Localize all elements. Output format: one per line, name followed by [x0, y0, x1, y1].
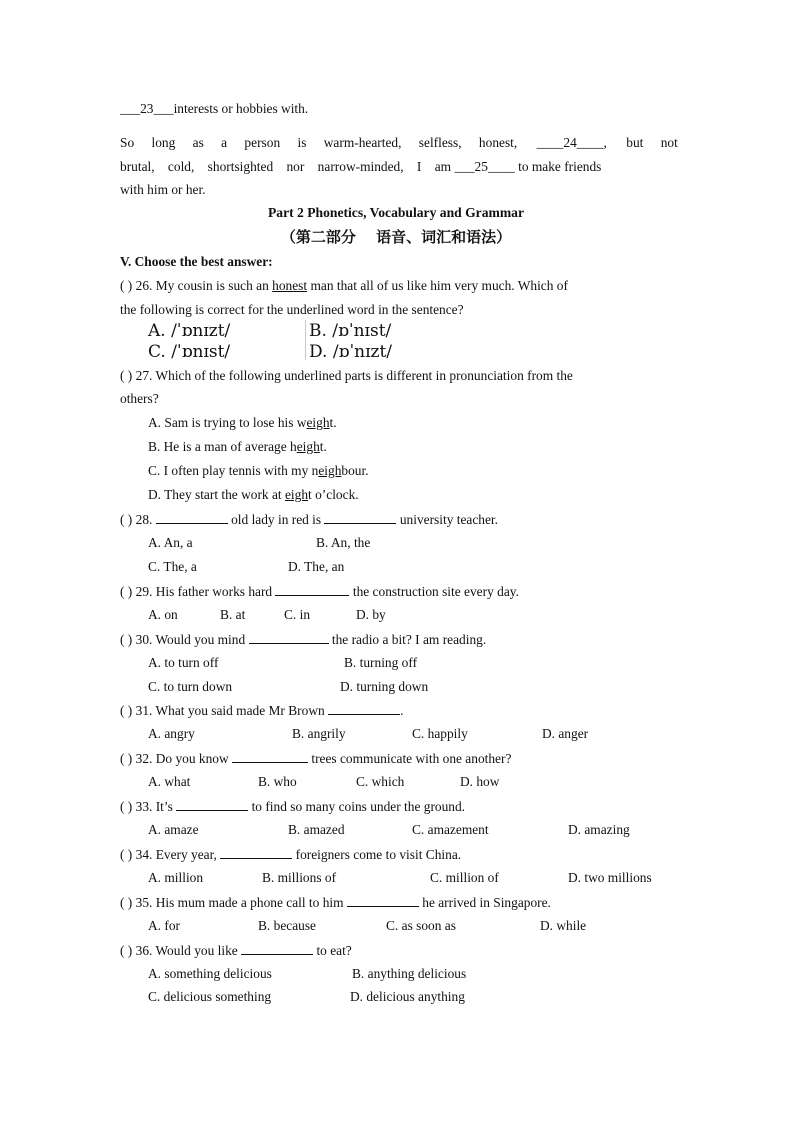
q30-option-c: C. to turn down [148, 679, 233, 694]
question-27-line-2: others? [120, 391, 159, 406]
passage-line-1: ___23___interests or hobbies with. [120, 101, 309, 116]
passage-line-4: with him or her. [120, 182, 206, 197]
q27-option-a [148, 414, 337, 432]
option-text: C. I often play tennis with my n [148, 463, 319, 478]
q32-option-b: B. who [258, 774, 297, 789]
question-28 [120, 510, 672, 529]
answer-blank[interactable] [275, 582, 349, 596]
question-27 [120, 367, 672, 385]
option-text: bour. [341, 463, 369, 478]
answer-blank[interactable] [249, 630, 329, 644]
q26-option-a: A. /ˈɒnɪzt/ [148, 321, 231, 341]
table-divider [305, 320, 306, 360]
underlined-part: eigh [296, 439, 320, 454]
answer-blank[interactable] [156, 510, 228, 524]
question-36 [120, 941, 672, 960]
q33-option-b: B. amazed [288, 822, 345, 837]
question-29-stem: 29. His father works hard [135, 584, 273, 599]
answer-paren: ( ) [120, 512, 133, 527]
q34-option-a: A. million [148, 870, 204, 885]
blank-25: ___25____ [454, 159, 515, 174]
underlined-word: honest [272, 278, 308, 293]
answer-blank[interactable] [220, 845, 292, 859]
q30-option-d: D. turning down [340, 679, 429, 694]
q29-option-c: C. in [284, 607, 311, 622]
q35-option-a: A. for [148, 918, 180, 933]
question-30 [120, 630, 672, 649]
underlined-part: eigh [318, 463, 342, 478]
q33-option-c: C. amazement [412, 822, 489, 837]
q35-option-d: D. while [540, 918, 587, 933]
answer-paren: ( ) [120, 895, 133, 910]
answer-blank[interactable] [176, 797, 248, 811]
q33-option-d: D. amazing [568, 822, 630, 837]
q27-option-c [148, 462, 369, 480]
question-26 [120, 277, 672, 295]
question-35 [120, 893, 672, 912]
q26-option-d: D. /ɒˈnɪzt/ [309, 342, 393, 362]
passage-line-2-text: So long as a person is warm-hearted, selfless, honest, [120, 135, 518, 150]
q34-option-b: B. millions of [262, 870, 337, 885]
answer-paren: ( ) [120, 368, 133, 383]
option-text: t. [329, 415, 337, 430]
answer-blank[interactable] [232, 749, 308, 763]
option-text: B. He is a man of average h [148, 439, 297, 454]
q31-option-b: B. angrily [292, 726, 346, 741]
question-31 [120, 701, 672, 720]
q36-option-d: D. delicious anything [350, 989, 465, 1004]
answer-paren: ( ) [120, 278, 133, 293]
q36-option-b: B. anything delicious [352, 966, 467, 981]
question-32-stem-end: trees communicate with one another? [311, 751, 512, 766]
underlined-part: eigh [284, 487, 309, 502]
q31-option-c: C. happily [412, 726, 468, 741]
question-32 [120, 749, 672, 768]
question-26-line-2: the following is correct for the underlined word in the sentence? [120, 302, 464, 317]
q28-option-c: C. The, a [148, 559, 197, 574]
question-30-stem-end: the radio a bit? I am reading. [331, 632, 487, 647]
q29-option-b: B. at [220, 607, 246, 622]
question-28-stem-mid: old lady in red is [231, 512, 322, 527]
question-33-stem: 33. It’s [135, 799, 173, 814]
question-35-stem-end: he arrived in Singapore. [422, 895, 551, 910]
question-36-stem: 36. Would you like [135, 943, 238, 958]
q33-option-a: A. amaze [148, 822, 199, 837]
underlined-part: eigh [306, 415, 330, 430]
q29-option-a: A. on [148, 607, 178, 622]
q34-option-c: C. million of [430, 870, 499, 885]
answer-blank[interactable] [328, 701, 400, 715]
question-27-stem: 27. Which of the following underlined parts is different in pronunciation from the [135, 368, 573, 383]
question-32-stem: 32. Do you know [135, 751, 229, 766]
passage-line-2-end: but not [626, 135, 678, 150]
q31-option-d: D. anger [542, 726, 589, 741]
q28-option-a: A. An, a [148, 535, 193, 550]
question-29-stem-end: the construction site every day. [352, 584, 519, 599]
answer-blank[interactable] [347, 893, 419, 907]
answer-paren: ( ) [120, 847, 133, 862]
q26-option-b: B. /ɒˈnɪst/ [309, 321, 392, 341]
passage-line-3-text: brutal, cold, shortsighted nor narrow-minded, I am [120, 159, 452, 174]
section-heading: V. Choose the best answer: [120, 254, 273, 269]
option-text: t o’clock. [308, 487, 359, 502]
part2-title-en: Part 2 Phonetics, Vocabulary and Grammar [267, 205, 524, 220]
answer-paren: ( ) [120, 943, 133, 958]
answer-paren: ( ) [120, 584, 133, 599]
q28-option-d: D. The, an [288, 559, 345, 574]
question-31-stem-end: . [400, 703, 404, 718]
question-33-stem-end: to find so many coins under the ground. [251, 799, 466, 814]
question-30-stem: 30. Would you mind [135, 632, 246, 647]
answer-paren: ( ) [120, 799, 133, 814]
q32-option-d: D. how [460, 774, 500, 789]
option-text: A. Sam is trying to lose his w [148, 415, 307, 430]
q35-option-c: C. as soon as [386, 918, 456, 933]
q26-option-c: C. /ˈɒnɪst/ [148, 342, 231, 362]
question-34 [120, 845, 672, 864]
q36-option-a: A. something delicious [148, 966, 272, 981]
q32-option-a: A. what [148, 774, 191, 789]
option-text: D. They start the work at [148, 487, 285, 502]
question-26-stem: 26. My cousin is such an [135, 278, 269, 293]
blank-24: ____24____, [536, 135, 607, 150]
answer-paren: ( ) [120, 703, 133, 718]
q29-option-d: D. by [356, 607, 386, 622]
q28-option-b: B. An, the [316, 535, 371, 550]
q30-option-a: A. to turn off [148, 655, 219, 670]
question-31-stem: 31. What you said made Mr Brown [135, 703, 325, 718]
part2-title-cn: （第二部分 语音、词汇和语法） [280, 228, 512, 246]
question-33 [120, 797, 672, 816]
answer-paren: ( ) [120, 751, 133, 766]
q27-option-b [148, 438, 327, 456]
question-35-stem: 35. His mum made a phone call to him [135, 895, 344, 910]
question-34-stem: 34. Every year, [135, 847, 217, 862]
question-28-stem: 28. [135, 512, 153, 527]
q31-option-a: A. angry [148, 726, 195, 741]
answer-blank[interactable] [324, 510, 396, 524]
q34-option-d: D. two millions [568, 870, 652, 885]
q27-option-d [148, 486, 359, 504]
passage-line-3 [120, 158, 672, 176]
question-36-stem-end: to eat? [316, 943, 352, 958]
question-29 [120, 582, 672, 601]
option-text: t. [319, 439, 327, 454]
question-34-stem-end: foreigners come to visit China. [295, 847, 462, 862]
question-26-stem-end: man that all of us like him very much. Which of [310, 278, 568, 293]
passage-line-2 [120, 134, 678, 152]
question-28-stem-end: university teacher. [399, 512, 499, 527]
answer-paren: ( ) [120, 632, 133, 647]
q35-option-b: B. because [258, 918, 317, 933]
q36-option-c: C. delicious something [148, 989, 272, 1004]
passage-line-3-end: to make friends [518, 159, 602, 174]
answer-blank[interactable] [241, 941, 313, 955]
q30-option-b: B. turning off [344, 655, 418, 670]
q32-option-c: C. which [356, 774, 405, 789]
